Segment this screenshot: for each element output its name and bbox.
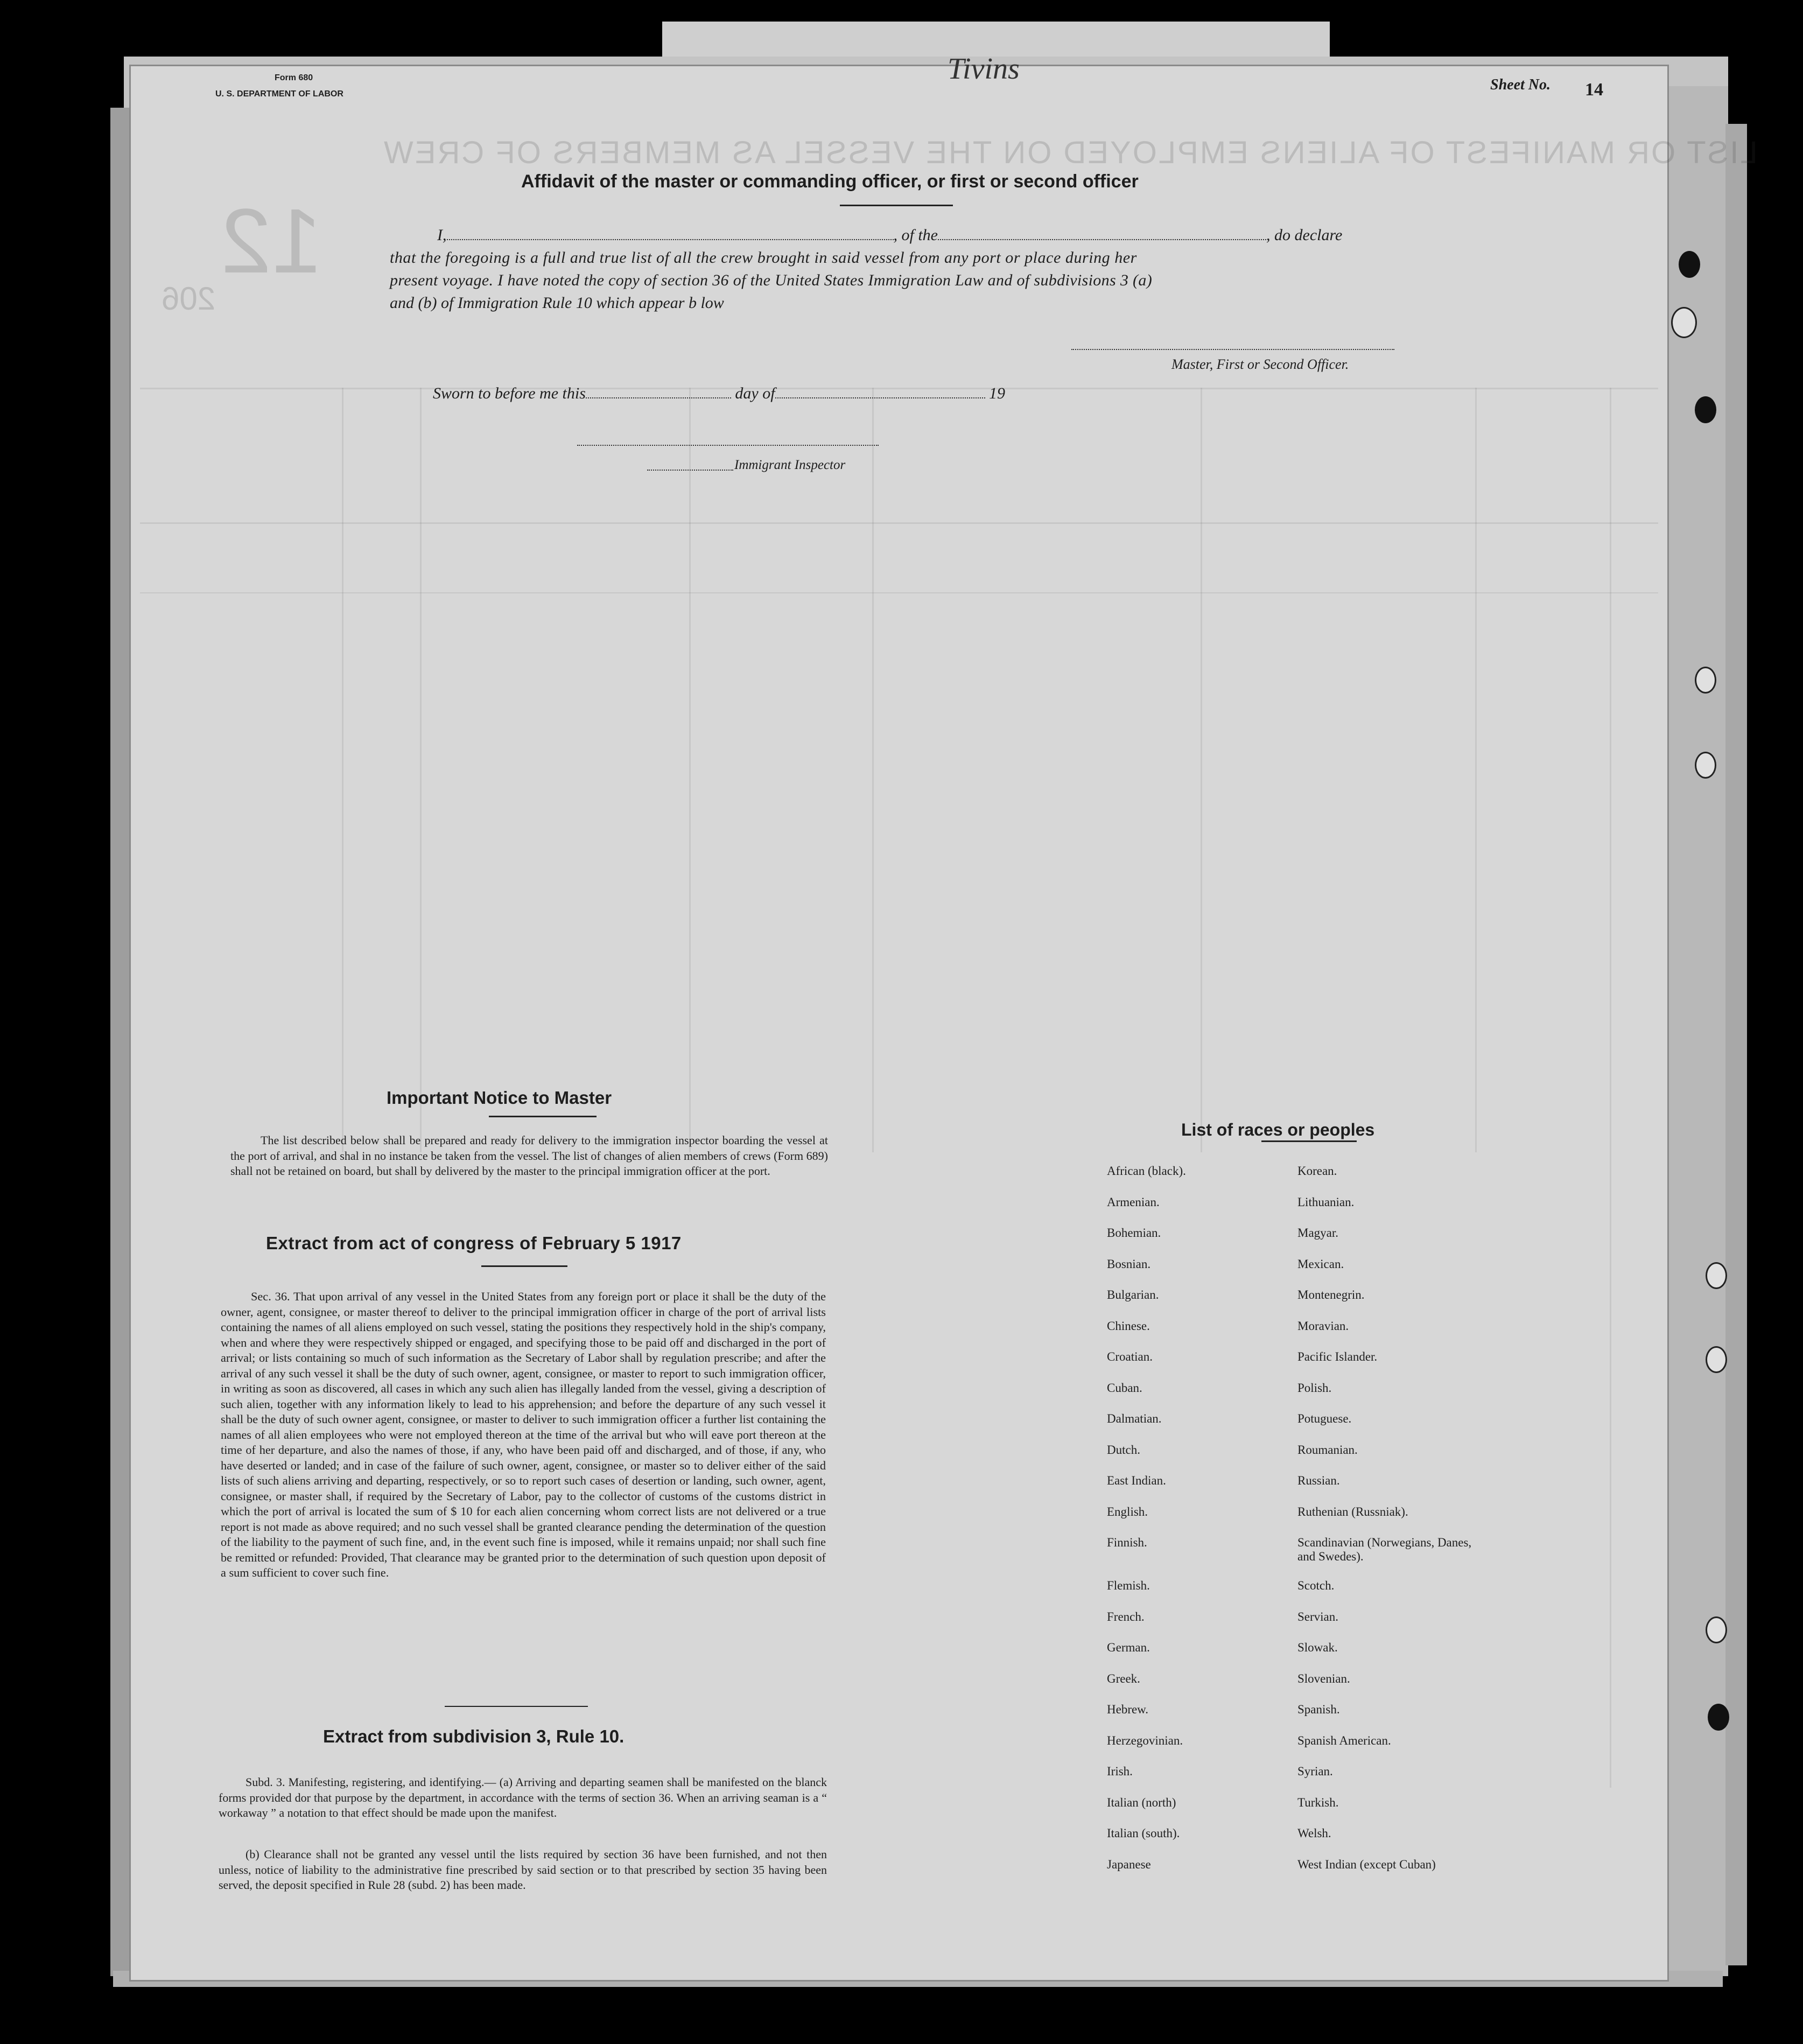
faint-grid-line [1201, 388, 1202, 1152]
faint-grid-line [1475, 388, 1477, 1152]
race-item: Bulgarian. [1107, 1288, 1159, 1301]
race-item: Lithuanian. [1297, 1195, 1355, 1209]
race-item: Italian (south). [1107, 1826, 1180, 1840]
race-item: Korean. [1297, 1164, 1337, 1178]
inspector-signature-line-2[interactable] [647, 470, 733, 471]
race-item: Dutch. [1107, 1443, 1140, 1457]
race-item: Scandinavian (Norwegians, Danes, and Swedes). [1297, 1536, 1472, 1563]
affidavit-of-the: , of the [893, 226, 938, 244]
race-item: Chinese. [1107, 1319, 1150, 1333]
race-item: Dalmatian. [1107, 1412, 1162, 1425]
affidavit-line-1 [437, 226, 1342, 244]
affidavit-i: I, [437, 226, 447, 244]
race-item: Spanish American. [1297, 1733, 1391, 1747]
sworn-line [433, 384, 1005, 403]
race-item: Slovenian. [1297, 1671, 1350, 1685]
faint-grid-line [140, 522, 1658, 524]
faint-grid-line [140, 592, 1658, 593]
races-title: List of races or peoples [1181, 1120, 1375, 1139]
binder-hole [1708, 1704, 1729, 1731]
race-item: Flemish. [1107, 1579, 1150, 1592]
affidavit-declare: , do declare [1266, 226, 1343, 244]
faint-grid-line [342, 388, 343, 1152]
race-item: Montenegrin. [1297, 1288, 1365, 1301]
race-item: Potuguese. [1297, 1412, 1352, 1425]
race-item: Pacific Islander. [1297, 1350, 1378, 1363]
race-item: Italian (north) [1107, 1795, 1176, 1809]
race-item: Magyar. [1297, 1226, 1339, 1240]
binder-hole [1671, 307, 1697, 338]
faint-grid-line [689, 388, 691, 1152]
binder-hole [1679, 251, 1700, 278]
race-item: German. [1107, 1641, 1150, 1654]
race-item: Irish. [1107, 1765, 1133, 1778]
bleed-through-emblem: 12 [221, 190, 323, 292]
faint-grid-line [420, 388, 422, 1152]
race-item: English. [1107, 1504, 1148, 1518]
race-item: Servian. [1297, 1609, 1339, 1623]
race-item: Scotch. [1297, 1579, 1335, 1592]
race-item: Finnish. [1107, 1536, 1147, 1549]
bleed-through-heading: LIST OR MANIFEST OF ALIENS EMPLOYED ON THE VESSEL AS MEMBERS OF CREW [382, 135, 1758, 170]
race-item: Bohemian. [1107, 1226, 1161, 1240]
sworn-day-of: day of [735, 384, 775, 402]
master-signature-line[interactable] [1071, 349, 1394, 350]
sworn-text: Sworn to before me this [433, 384, 586, 402]
form-number: Form 680 [275, 73, 313, 82]
handwritten-note: Tivins [948, 52, 1020, 86]
extract-divider [445, 1706, 588, 1707]
race-item: Russian. [1297, 1474, 1340, 1487]
extract-rule-body-b: (b) Clearance shall not be granted any vessel until the lists required by section 36 have been furnished, and not then unless, notice of liability to the administrative fine prescribed by said section or to that prescribed by section 35 having been served, the deposit specified in Rule 28 (subd. 2) has been made. [219, 1847, 827, 1892]
affidavit-line-2: that the foregoing is a full and true list of all the crew brought in said vessel from any port or place during her [390, 249, 1137, 267]
race-item: Cuban. [1107, 1381, 1142, 1395]
binder-hole [1706, 1346, 1727, 1373]
race-item: Bosnian. [1107, 1257, 1151, 1271]
sheet-number: 14 [1585, 80, 1603, 100]
notice-body: The list described below shall be prepared and ready for delivery to the immigration inspector boarding the vessel at the port of arrival, and shal in no instance be taken from the vessel. The list of changes of alien members of crews (Form 689) shall not be retained on board, but shall by delivered by the master to the principal immigration officer at the port. [230, 1133, 828, 1178]
race-item: Ruthenian (Russniak). [1297, 1504, 1408, 1518]
binder-hole [1695, 396, 1716, 423]
race-item: Armenian. [1107, 1195, 1160, 1209]
extract-rule-body-a: Subd. 3. Manifesting, registering, and identifying.— (a) Arriving and departing seamen shall be manifested on the blanck forms provided dor that purpose by the department, in accordance with the terms of section 36. When an arriving seaman is a “ workaway ” a notation to that effect should be made upon the manifest. [219, 1775, 827, 1819]
faint-grid-line [872, 388, 874, 1152]
affidavit-title: Affidavit of the master or commanding officer, or first or second officer [521, 171, 1139, 192]
department-label: U. S. DEPARTMENT OF LABOR [215, 89, 343, 99]
race-item: Greek. [1107, 1671, 1140, 1685]
race-item: Welsh. [1297, 1826, 1331, 1840]
underlying-page-right-edge [1669, 86, 1728, 1976]
master-signature-label: Master, First or Second Officer. [1171, 356, 1349, 372]
race-item: Japanese [1107, 1857, 1151, 1871]
extract-rule-title: Extract from subdivision 3, Rule 10. [323, 1726, 625, 1746]
races-title-underline [1261, 1140, 1357, 1142]
race-item: African (black). [1107, 1164, 1186, 1178]
name-blank[interactable] [447, 239, 894, 240]
race-item: Polish. [1297, 1381, 1332, 1395]
underlying-page-left-edge [110, 108, 132, 1976]
race-item: Syrian. [1297, 1765, 1333, 1778]
race-item: Turkish. [1297, 1795, 1339, 1809]
race-item: Spanish. [1297, 1703, 1340, 1716]
sheet-label: Sheet No. [1490, 76, 1551, 93]
race-item: Moravian. [1297, 1319, 1349, 1333]
underlying-page-right-edge-2 [1725, 124, 1747, 1965]
race-item: Croatian. [1107, 1350, 1153, 1363]
inspector-label: Immigrant Inspector [734, 458, 846, 472]
faint-grid-line [1610, 388, 1611, 1788]
vessel-blank[interactable] [938, 239, 1266, 240]
race-item: French. [1107, 1609, 1145, 1623]
bleed-through-number: 206 [162, 281, 216, 317]
race-item: East Indian. [1107, 1474, 1166, 1487]
race-item: Roumanian. [1297, 1443, 1358, 1457]
binder-hole [1706, 1262, 1727, 1289]
affidavit-line-4: and (b) of Immigration Rule 10 which appear b low [390, 294, 724, 312]
inspector-signature-line-1[interactable] [577, 445, 879, 446]
binder-hole [1706, 1616, 1727, 1643]
affidavit-line-3: present voyage. I have noted the copy of section 36 of the United States Immigration Law and of subdivisions 3 (a) [390, 271, 1153, 289]
race-item: Mexican. [1297, 1257, 1344, 1271]
affidavit-title-rule [840, 205, 953, 206]
race-item: Slowak. [1297, 1641, 1338, 1654]
sworn-day-blank[interactable] [586, 397, 731, 398]
race-item: Hebrew. [1107, 1703, 1149, 1716]
sworn-year: 19 [989, 384, 1006, 402]
race-item: Herzegovinian. [1107, 1733, 1183, 1747]
notice-title: Important Notice to Master [387, 1088, 612, 1108]
races-left-column [1107, 1164, 1186, 1888]
extract-act-rule [481, 1265, 567, 1267]
races-right-column [1297, 1164, 1481, 1888]
race-item: West Indian (except Cuban) [1297, 1857, 1436, 1871]
notice-title-rule [489, 1116, 597, 1117]
binder-hole [1695, 667, 1716, 694]
sworn-month-blank[interactable] [775, 397, 985, 398]
extract-act-body: Sec. 36. That upon arrival of any vessel in the United States from any foreign port or place it shall be the duty of the owner, agent, consignee, or master thereof to deliver to the principal immigration officer in charge of the port of arrival lists containing the names of all aliens employed on such vessel, stating the positions they respectively hold in the ship's company, when and where they were respectively shipped or engaged, and specifying those to be paid off and discharged in the port of arrival; or lists containing so much of such information as the Secretary of Labor shall by regulation prescribe; and after the arrival of any such vessel it shall be the duty of such owner, agent, consignee, or master to report to such immigration officer, in writing as soon as discovered, all cases in which any such alien has illegally landed from the vessel, giving a description of such alien, together with any information likely to lead to his apprehension; and before the departure of any such vessel it shall be the duty of such owner agent, consignee, or master to deliver to such immigration officer a further list containing the names of all alien employees who were not employed thereon at the time of the arrival but who will eave port thereon at the time of her departure, and also the names of those, if any, who have been paid off and discharged, and of those, if any, who have deserted or landed; and in case of the failure of such owner, agent, consignee, or master so to deliver either of the said lists of such aliens arriving and departing, respectively, or so to report such cases of desertion or landing, such owner, agent, consignee, or master shall, if required by the Secretary of Labor, pay to the collector of customs of the customs district in which the port of arrival is located the sum of $ 10 for each alien concerning whom correct lists are not delivered or a true report is not made as above required; and no such vessel shall be granted clearance pending the determination of the question of the liability to the payment of such fine, and, in the event such fine is imposed, while it remains unpaid; nor shall such fine be remitted or refunded: Provided, That clearance may be granted prior to the determination of such question upon deposit of a sum sufficient to cover such fine. [221, 1290, 826, 1579]
extract-act-title: Extract from act of congress of February 5 1917 [266, 1233, 682, 1253]
binder-hole [1695, 752, 1716, 779]
